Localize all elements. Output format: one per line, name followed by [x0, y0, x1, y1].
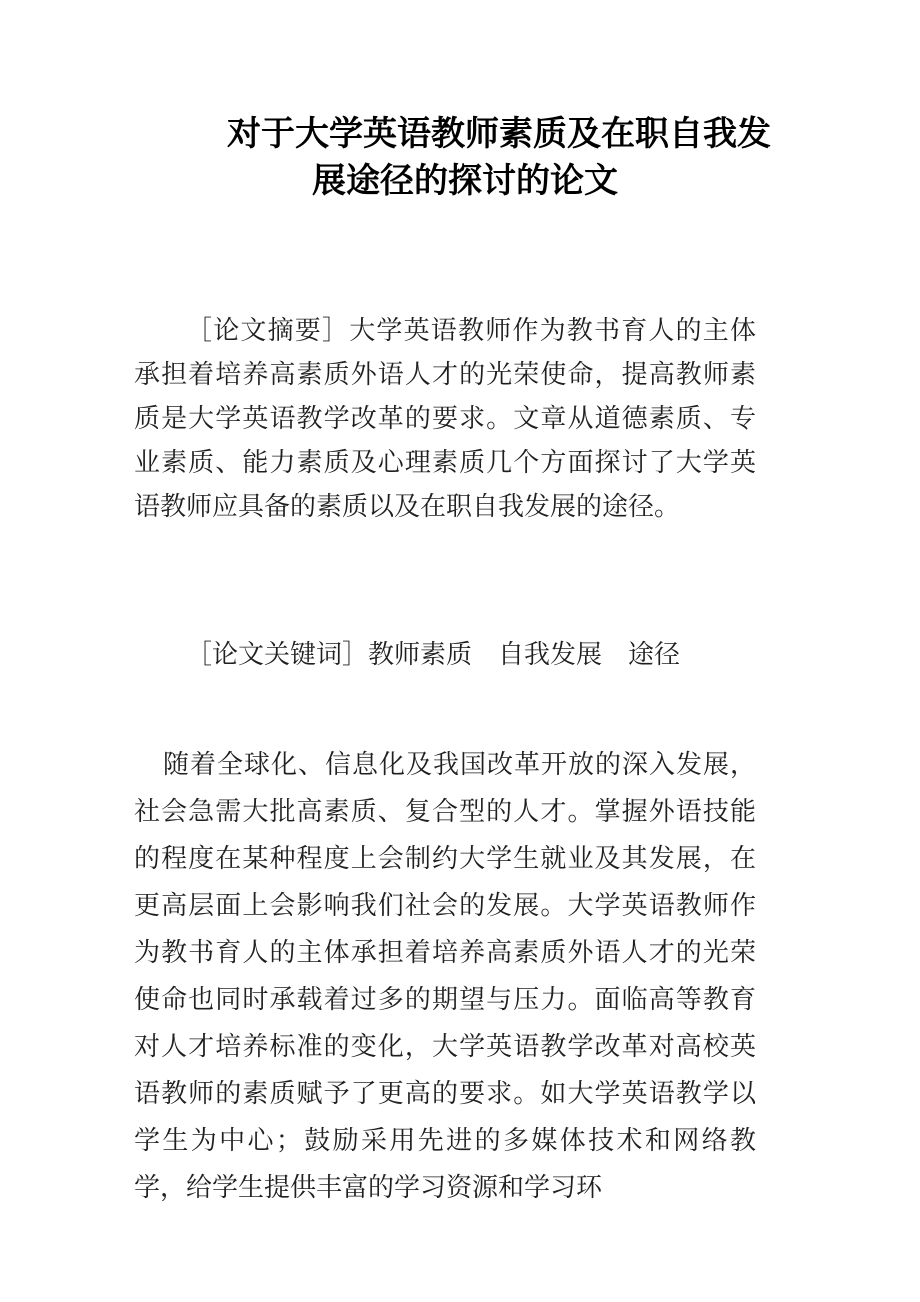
- document-title-line-2: 展途径的探讨的论文: [312, 163, 618, 200]
- body-paragraph: 随着全球化、信息化及我国改革开放的深入发展，社会急需大批高素质、复合型的人才。掌握外语技能的程度在某种程度上会制约大学生就业及其发展，在更高层面上会影响我们社会的发展。大学英语教师作为教书育人的主体承担着培养高素质外语人才的光荣使命也同时承载着过多的期望与压力。面临高等教育对人才培养标准的变化，大学英语教学改革对高校英语教师的素质赋予了更高的要求。如大学英语教学以学生为中心；鼓励采用先进的多媒体技术和网络教学，给学生提供丰富的学习资源和学习环: [134, 750, 756, 1202]
- keywords-line: ［论文关键词］教师素质 自我发展 途径: [186, 640, 681, 669]
- document-title: [155, 111, 775, 205]
- abstract-paragraph: ［论文摘要］大学英语教师作为教书育人的主体承担着培养高素质外语人才的光荣使命，提高教师素质是大学英语教学改革的要求。文章从道德素质、专业素质、能力素质及心理素质几个方面探讨了大学英语教师应具备的素质以及在职自我发展的途径。: [134, 316, 756, 521]
- document-title-line-1: 对于大学英语教师素质及在职自我发: [227, 116, 771, 153]
